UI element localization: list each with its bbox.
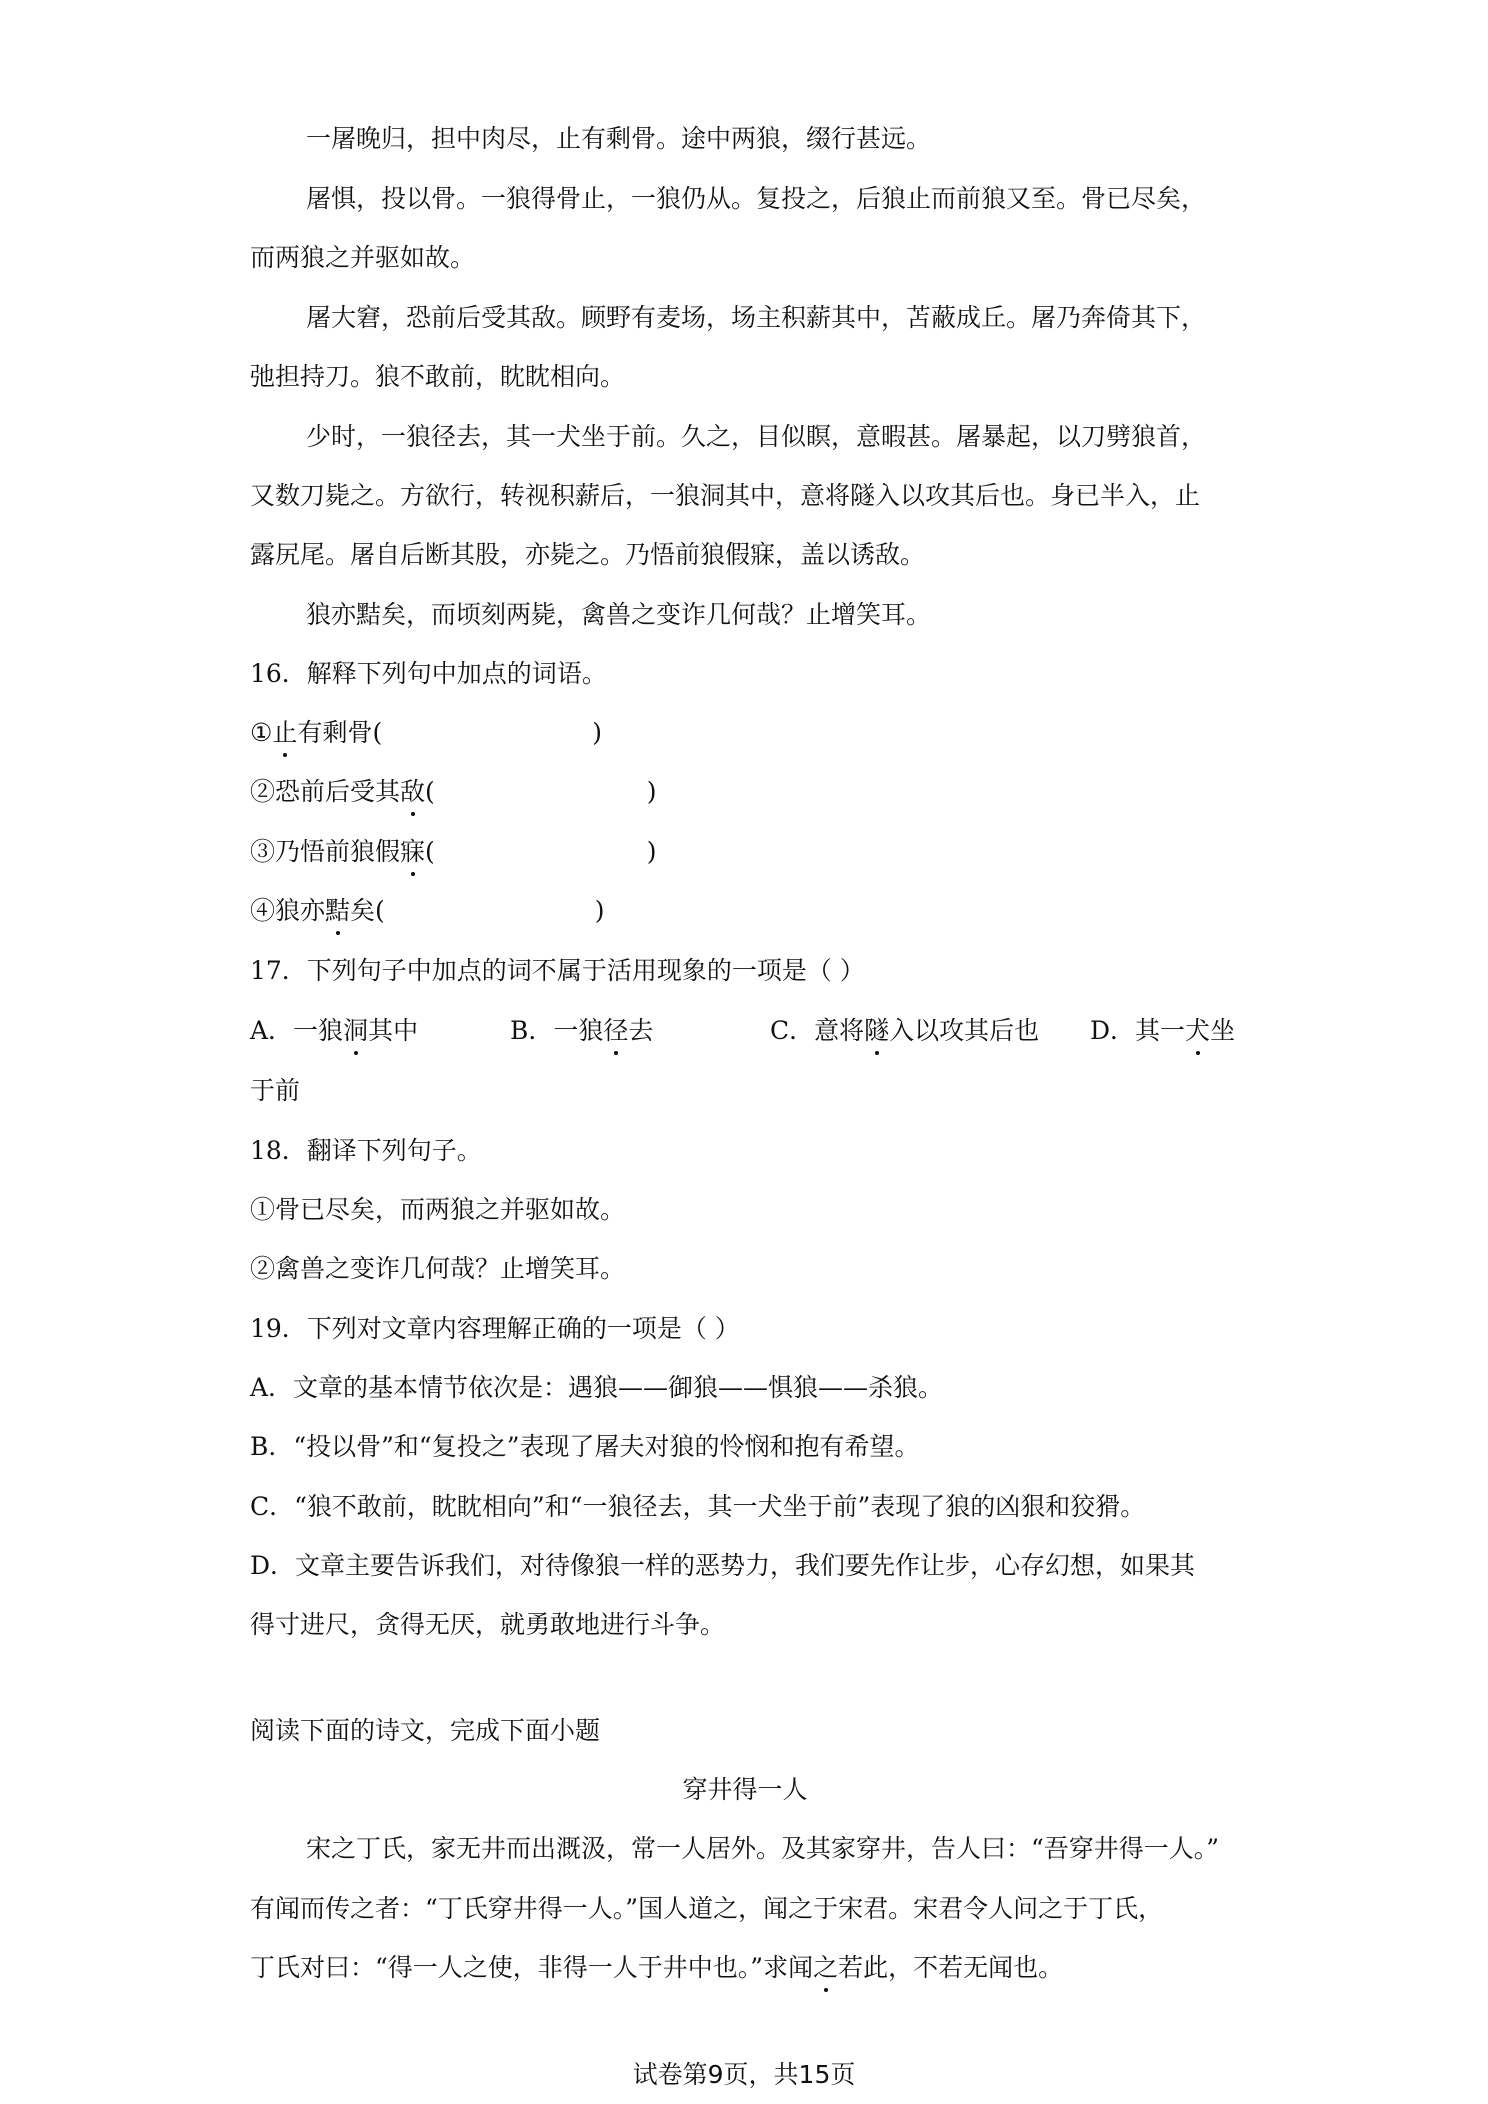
question-17-option-d-continued: 于前	[250, 1076, 301, 1105]
dotted-word: 止	[272, 718, 298, 747]
passage1-paragraph-3-line-1: 屠大窘，恐前后受其敌。顾野有麦场，场主积薪其中，苫蔽成丘。屠乃奔倚其下，	[306, 303, 1207, 332]
option-c: C．意将隧入以攻其后也	[770, 1016, 1040, 1045]
passage1-paragraph-1: 一屠晚归，担中肉尽，止有剩骨。途中两狼，缀行甚远。	[306, 124, 932, 153]
question-16-stem: 16．解释下列句中加点的词语。	[250, 659, 607, 688]
dotted-word: 黠	[325, 896, 351, 925]
question-19-stem: 19．下列对文章内容理解正确的一项是（ ）	[250, 1314, 740, 1343]
passage1-paragraph-4-line-1: 少时，一狼径去，其一犬坐于前。久之，目似瞑，意暇甚。屠暴起，以刀劈狼首，	[306, 422, 1207, 451]
question-16-item-2: ②恐前后受其敌( )	[250, 777, 657, 806]
question-17-stem: 17．下列句子中加点的词不属于活用现象的一项是（ ）	[250, 956, 865, 985]
question-19-option-b: B．“投以骨”和“复投之”表现了屠夫对狼的怜悯和抱有希望。	[250, 1432, 920, 1461]
passage1-paragraph-2-line-1: 屠惧，投以骨。一狼得骨止，一狼仍从。复投之，后狼止而前狼又至。骨已尽矣，	[306, 184, 1207, 213]
passage1-paragraph-4-line-3: 露尻尾。屠自后断其股，亦毙之。乃悟前狼假寐，盖以诱敌。	[250, 540, 926, 569]
question-19-option-a: A．文章的基本情节依次是：遇狼——御狼——惧狼——杀狼。	[250, 1373, 944, 1402]
dotted-word: 之	[813, 1953, 839, 1982]
passage1-paragraph-5: 狼亦黠矣，而顷刻两毙，禽兽之变诈几何哉？止增笑耳。	[306, 600, 932, 629]
page-footer: 试卷第9页，共15页	[632, 2060, 856, 2089]
question-16-item-3: ③乃悟前狼假寐( )	[250, 837, 657, 866]
question-16-item-1: ①止有剩骨( )	[250, 718, 602, 747]
passage2-line-1: 宋之丁氏，家无井而出溉汲，常一人居外。及其家穿井，告人曰：“吾穿井得一人。”	[306, 1834, 1220, 1863]
question-18-stem: 18．翻译下列句子。	[250, 1136, 482, 1165]
dotted-word: 敌	[400, 777, 426, 806]
dotted-word: 径	[603, 1016, 629, 1045]
option-a: A．一狼洞其中	[250, 1016, 419, 1045]
passage2-line-2: 有闻而传之者：“丁氏穿井得一人。”国人道之，闻之于宋君。宋君令人问之于丁氏，	[250, 1894, 1164, 1923]
question-19-option-d-line-2: 得寸进尺，贪得无厌，就勇敢地进行斗争。	[250, 1610, 726, 1639]
dotted-word: 犬	[1185, 1016, 1211, 1045]
passage2-line-3: 丁氏对曰：“得一人之使，非得一人于井中也。”求闻之若此，不若无闻也。	[250, 1953, 1064, 1982]
question-18-sentence-1: ①骨已尽矣，而两狼之并驱如故。	[250, 1195, 626, 1224]
option-b: B．一狼径去	[510, 1016, 654, 1045]
passage2-title: 穿井得一人	[682, 1775, 808, 1804]
dotted-word: 隧	[864, 1016, 890, 1045]
question-19-option-c: C．“狼不敢前，眈眈相向”和“一狼径去，其一犬坐于前”表现了狼的凶狠和狡猾。	[250, 1492, 1146, 1521]
passage2-intro: 阅读下面的诗文，完成下面小题	[250, 1716, 601, 1745]
passage1-paragraph-4-line-2: 又数刀毙之。方欲行，转视积薪后，一狼洞其中，意将隧入以攻其后也。身已半入，止	[250, 481, 1201, 510]
option-d: D．其一犬坐	[1090, 1016, 1236, 1045]
dotted-word: 洞	[343, 1016, 369, 1045]
dotted-word: 寐	[400, 837, 426, 866]
passage1-paragraph-2-line-2: 而两狼之并驱如故。	[250, 243, 476, 272]
question-19-option-d-line-1: D．文章主要告诉我们，对待像狼一样的恶势力，我们要先作让步，心存幻想，如果其	[250, 1551, 1196, 1580]
question-16-item-4: ④狼亦黠矣( )	[250, 896, 605, 925]
question-18-sentence-2: ②禽兽之变诈几何哉？止增笑耳。	[250, 1254, 626, 1283]
passage1-paragraph-3-line-2: 弛担持刀。狼不敢前，眈眈相向。	[250, 362, 626, 391]
